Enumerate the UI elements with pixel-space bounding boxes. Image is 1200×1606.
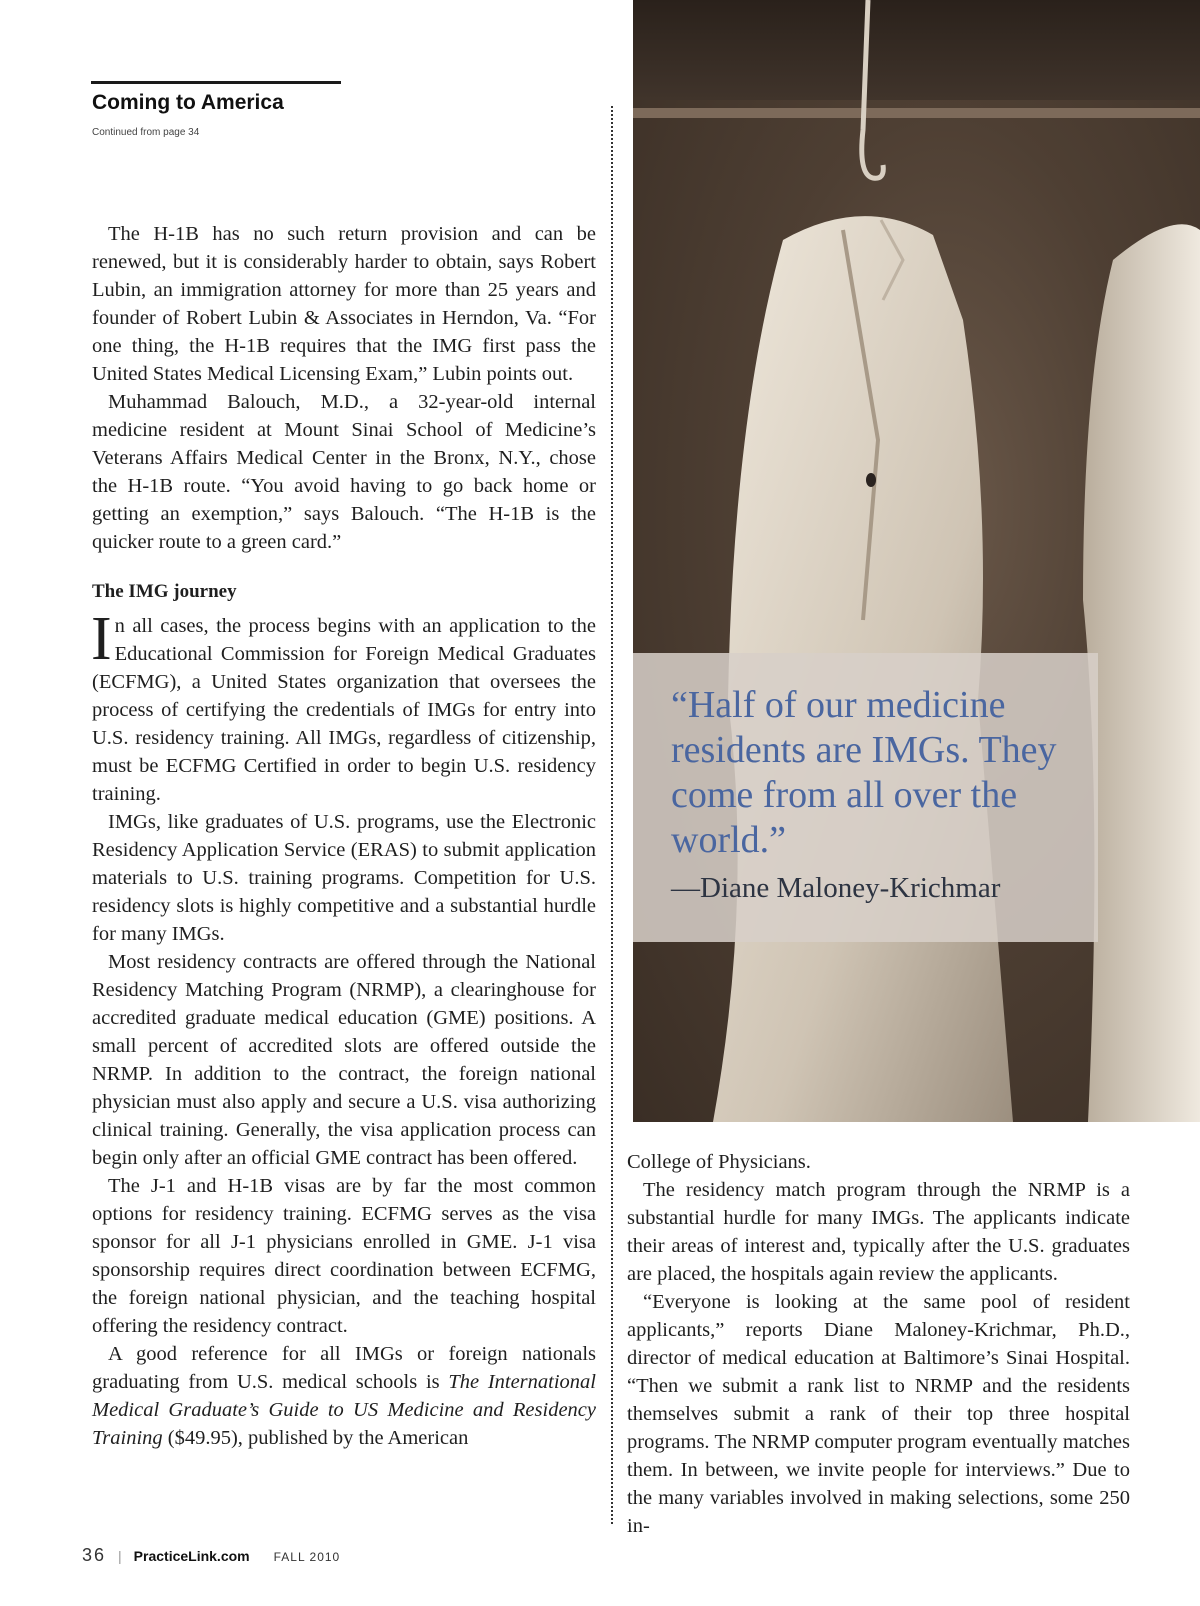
page-number: 36: [82, 1545, 107, 1565]
paragraph: The residency match program through the NRMP is a substantial hurdle for many IMGs. The applicants indicate their areas of interest and, typically after the U.S. graduates are placed, the hospitals again review the applicants.: [627, 1179, 1130, 1285]
paragraph: Most residency contracts are offered through the National Residency Matching Program (NRMP), a clearinghouse for accredited graduate medical education (GME) positions. A small percent of accredited slots are offered outside the NRMP. In addition to the contract, the foreign national physician must also apply and secure a U.S. visa authorizing clinical training. Generally, the visa application process can begin only after an official GME contract has been offered.: [92, 951, 596, 1169]
paragraph-text: n all cases, the process begins with an application to the Educational Commission for Foreign Medical Graduates (ECFMG), a United States organization that oversees the process of certifying the credentials of IMGs for entry into U.S. residency training. All IMGs, regardless of citizenship, must be ECFMG Certified in order to begin U.S. residency training.: [92, 615, 596, 805]
lab-coats-illustration: [633, 0, 1200, 1122]
section-title: Coming to America: [92, 91, 284, 114]
article-left-column: [92, 220, 596, 1452]
section-rule: [91, 81, 341, 84]
pullquote-text: “Half of our medicine residents are IMGs. They come from all over the world.”: [671, 684, 1057, 861]
issue-label: FALL 2010: [273, 1550, 341, 1564]
paragraph-dropcap: [91, 605, 596, 808]
paragraph: [92, 1340, 596, 1452]
paragraph-text: A good reference for all IMGs or foreign nationals graduating from U.S. medical schools is: [92, 1343, 596, 1393]
paragraph: “Everyone is looking at the same pool of resident applicants,” reports Diane Maloney-Krichmar, Ph.D., director of medical education at Baltimore’s Sinai Hospital. “Then we submit a rank list to NRMP and the residents themselves submit a rank of their top three hospital programs. The NRMP computer program eventually matches them. In between, we invite people for interviews.” Due to the many variables involved in making selections, some 250 in-: [627, 1291, 1130, 1537]
book-title: The International Medical Graduate’s Guide to US Medicine and Residency Training: [92, 1371, 596, 1449]
subheading: The IMG journey: [92, 581, 237, 602]
page-footer: [82, 1545, 340, 1566]
paragraph: The J-1 and H-1B visas are by far the most common options for residency training. ECFMG serves as the visa sponsor for all J-1 physicians enrolled in GME. J-1 visa sponsorship requires direct coordination between ECFMG, the foreign national physician, and the teaching hospital offering the residency contract.: [92, 1175, 596, 1337]
article-right-column: [627, 1148, 1130, 1540]
site-name: PracticeLink.com: [133, 1548, 250, 1564]
paragraph: The H-1B has no such return provision and can be renewed, but it is considerably harder to obtain, says Robert Lubin, an immigration attorney for more than 25 years and founder of Robert Lubin & Associates in Herndon, Va. “For one thing, the H-1B requires that the IMG first pass the United States Medical Licensing Exam,” Lubin points out.: [92, 223, 596, 385]
continued-from-note: Continued from page 34: [92, 127, 200, 138]
paragraph: College of Physicians.: [627, 1151, 811, 1173]
paragraph: IMGs, like graduates of U.S. programs, use the Electronic Residency Application Service (ERAS) to submit application materials to U.S. training programs. Competition for U.S. residency slots is highly competitive and a substantial hurdle for many IMGs.: [92, 811, 596, 945]
footer-separator: |: [118, 1548, 122, 1564]
drop-cap: I: [91, 605, 112, 673]
lab-coats-photo: [633, 0, 1200, 1122]
paragraph-text: ($49.95), published by the American: [162, 1427, 469, 1449]
paragraph: Muhammad Balouch, M.D., a 32-year-old internal medicine resident at Mount Sinai School of Medicine’s Veterans Affairs Medical Center in the Bronx, N.Y., chose the H-1B route. “You avoid having to go back home or getting an exemption,” says Balouch. “The H-1B is the quicker route to a green card.”: [92, 391, 596, 553]
column-divider: [611, 106, 613, 1524]
pullquote-attribution: —Diane Maloney-Krichmar: [671, 872, 1001, 904]
